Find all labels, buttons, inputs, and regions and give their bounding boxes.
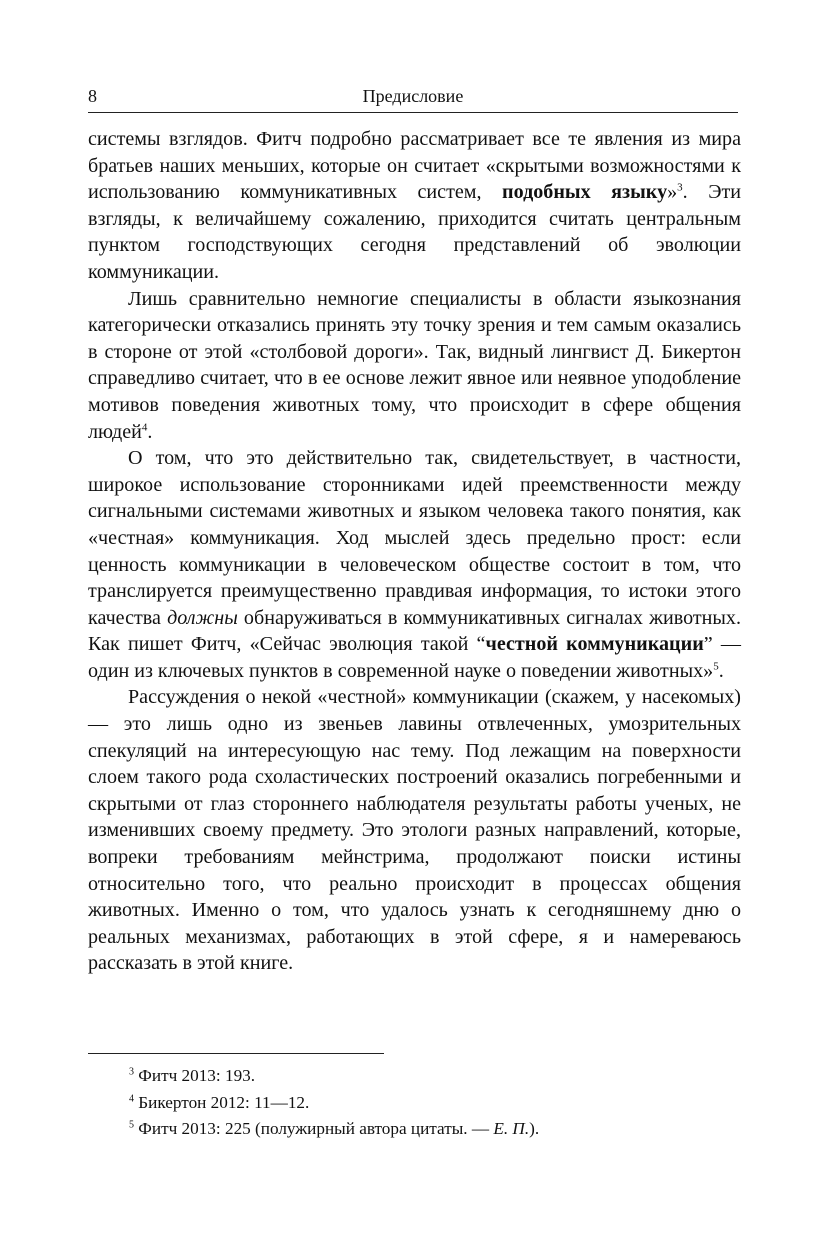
- text-run: О том, что это действительно так, свидетельствует, в частности, широкое использование сторонниками идей преемственности между сигнальными системами животных и языком человека такого понятия, как «честная» коммуникация. Ход мыслей здесь предельно прост: если ценность коммуникации в человеческом обществе состоит в том, что транслируется преимущественно правдивая информация, то истоки этого качества: [88, 447, 741, 629]
- text-run: обнаруживаться в коммуникативных сигналах животных. Как пишет Фитч, «Сейчас эволюция такой “: [88, 606, 741, 656]
- text-run: Рассуждения о некой «честной» коммуникации (скажем, у насекомых) — это лишь одно из звеньев лавины отвлеченных, умозрительных спекуляций на интересующую нас тему. Под лежащим на поверхности слоем такого рода схоластических построений оказались погребенными и скрытыми от глаз стороннего наблюдателя результаты работы ученых, не изменивших своему предмету. Это этологи разных направлений, которые, вопреки требованиям мейнстрима, продолжают поиски истины относительно того, что реально происходит в процессах общения животных. Именно о том, что удалось узнать к сегодняшнему дню о реальных механизмах, работающих в этой сфере, я и намереваюсь рассказать в этой книге.: [88, 686, 741, 975]
- running-header: [88, 84, 738, 113]
- footnote-number: 4: [129, 1092, 134, 1104]
- footnote-text: ).: [529, 1119, 540, 1138]
- text-run: »: [667, 181, 678, 204]
- footnote-text: Бикертон 2012: 11—12.: [134, 1092, 310, 1112]
- running-title: Предисловие: [362, 86, 464, 106]
- footnotes: [129, 1063, 729, 1143]
- footnote-text: Фитч 2013: 193.: [134, 1066, 256, 1085]
- paragraph-1: [88, 126, 741, 286]
- paragraph-4: [88, 684, 741, 977]
- footnote-number: 3: [129, 1066, 134, 1078]
- footnote-3: [129, 1063, 729, 1090]
- page-number: 8: [88, 86, 97, 106]
- italic-text: должны: [167, 606, 238, 629]
- footnote-ref-3[interactable]: 3: [677, 181, 683, 194]
- paragraph-3: [88, 445, 741, 684]
- bold-text: подобных языку: [502, 181, 668, 204]
- text-run: .: [147, 420, 153, 443]
- footnote-number: 5: [129, 1119, 134, 1131]
- footnote-text: Фитч 2013: 225 (полужирный автора цитаты. —: [134, 1119, 494, 1138]
- bold-text: честной коммуникации: [485, 633, 704, 656]
- footnote-divider: [88, 1053, 384, 1054]
- text-run: .: [718, 659, 724, 682]
- footnote-ref-5[interactable]: 5: [713, 660, 719, 673]
- footnote-5: [129, 1116, 729, 1143]
- text-run: ” — один из ключевых пунктов в современной науке о поведении животных»: [88, 633, 741, 682]
- italic-text: Е. П.: [493, 1119, 530, 1138]
- body-text: [88, 126, 741, 977]
- footnote-4: [129, 1090, 729, 1117]
- text-run: . Эти взгляды, к величайшему сожалению, приходится считать центральным пунктом господствующих сегодня представлений об эволюции коммуникации.: [88, 181, 741, 283]
- paragraph-2: [88, 286, 741, 446]
- text-run: Лишь сравнительно немногие специалисты в области языкознания категорически отказались принять эту точку зрения и тем самым оказались в стороне от этой «столбовой дороги». Так, видный лингвист Д. Бикертон справедливо считает, что в ее основе лежит явное или неявное уподобление мотивов поведения животных тому, что происходит в сфере общения людей: [88, 287, 741, 443]
- footnote-ref-4[interactable]: 4: [141, 420, 148, 433]
- text-run: системы взглядов. Фитч подробно рассматривает все те явления из мира братьев наших меньших, которые он считает «скрытыми возможностями к использованию коммуникативных систем,: [88, 128, 741, 204]
